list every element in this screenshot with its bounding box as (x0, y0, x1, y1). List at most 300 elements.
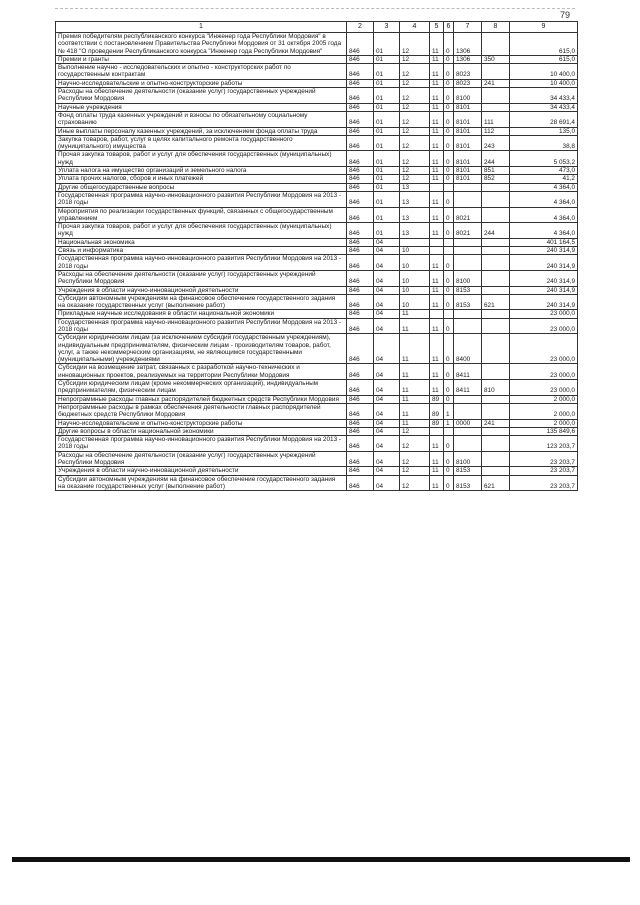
table-row (56, 175, 578, 183)
row-code-c5: 11 (430, 318, 444, 334)
row-code-c5: 11 (430, 223, 444, 239)
row-code-c2: 846 (347, 79, 374, 87)
row-amount: 123 203,7 (510, 436, 578, 452)
row-code-c3: 04 (374, 238, 400, 246)
row-amount: 240 314,9 (510, 270, 578, 286)
table-row (56, 127, 578, 135)
row-code-c6: 0 (444, 436, 454, 452)
row-amount: 4 364,0 (510, 207, 578, 223)
row-code-c8: 243 (482, 135, 510, 151)
table-row (56, 403, 578, 419)
row-code-c8 (482, 255, 510, 271)
row-code-c7: 8101 (454, 175, 482, 183)
row-code-c3: 01 (374, 127, 400, 135)
row-code-c8: 621 (482, 294, 510, 310)
row-code-c7: 8400 (454, 334, 482, 364)
row-code-c3: 01 (374, 88, 400, 104)
row-code-c6: 0 (444, 55, 454, 63)
row-code-c6: 0 (444, 64, 454, 80)
row-description: Государственная программа научно-инновационного развития Республики Мордовия на 2013 - 2018 годы (56, 255, 347, 271)
row-amount: 615,0 (510, 33, 578, 56)
row-code-c6: 0 (444, 111, 454, 127)
row-code-c4: 11 (400, 403, 430, 419)
row-code-c2: 846 (347, 247, 374, 255)
row-code-c8: 244 (482, 151, 510, 167)
row-code-c7: 8101 (454, 111, 482, 127)
row-code-c8: 244 (482, 223, 510, 239)
row-amount: 23 000,0 (510, 380, 578, 396)
row-code-c4 (400, 238, 430, 246)
row-code-c7: 8021 (454, 207, 482, 223)
column-header: 1 (56, 22, 347, 33)
row-code-c6: 0 (444, 103, 454, 111)
row-code-c6: 0 (444, 475, 454, 491)
row-code-c2: 846 (347, 427, 374, 435)
row-code-c8 (482, 183, 510, 191)
row-code-c6: 0 (444, 151, 454, 167)
row-code-c5: 11 (430, 364, 444, 380)
row-code-c8 (482, 436, 510, 452)
row-code-c7: 8023 (454, 79, 482, 87)
table-row (56, 334, 578, 364)
row-code-c3: 04 (374, 419, 400, 427)
row-code-c3: 04 (374, 247, 400, 255)
table-header-row (56, 22, 578, 33)
row-code-c4: 12 (400, 427, 430, 435)
row-amount: 34 433,4 (510, 103, 578, 111)
table-row (56, 111, 578, 127)
row-code-c4: 10 (400, 247, 430, 255)
table-row (56, 467, 578, 475)
row-code-c6: 0 (444, 207, 454, 223)
row-code-c8 (482, 467, 510, 475)
row-amount: 4 364,0 (510, 191, 578, 207)
row-code-c5: 11 (430, 286, 444, 294)
row-amount: 23 000,0 (510, 334, 578, 364)
row-amount: 10 400,0 (510, 79, 578, 87)
row-description: Государственная программа научно-инновационного развития Республики Мордовия на 2013 - 2018 годы (56, 191, 347, 207)
row-code-c7 (454, 247, 482, 255)
row-code-c4: 13 (400, 223, 430, 239)
row-code-c8: 111 (482, 111, 510, 127)
row-code-c7 (454, 436, 482, 452)
column-header: 6 (444, 22, 454, 33)
row-code-c7: 0000 (454, 419, 482, 427)
row-code-c3: 04 (374, 255, 400, 271)
row-amount: 10 400,0 (510, 64, 578, 80)
table-row (56, 270, 578, 286)
row-code-c8 (482, 33, 510, 56)
row-code-c6: 0 (444, 395, 454, 403)
row-code-c2: 846 (347, 419, 374, 427)
row-code-c7 (454, 183, 482, 191)
row-code-c7: 8101 (454, 167, 482, 175)
row-code-c2: 846 (347, 380, 374, 396)
row-code-c2: 846 (347, 403, 374, 419)
row-code-c7: 8021 (454, 223, 482, 239)
row-description: Фонд оплаты труда казенных учреждений и взносы по обязательному социальному страхованию (56, 111, 347, 127)
row-code-c8 (482, 270, 510, 286)
table-body (56, 33, 578, 491)
row-code-c2: 846 (347, 436, 374, 452)
row-amount: 240 314,9 (510, 286, 578, 294)
row-code-c4: 12 (400, 436, 430, 452)
table-row (56, 436, 578, 452)
page-number: 79 (560, 10, 571, 20)
row-code-c6 (444, 247, 454, 255)
row-code-c6: 1 (444, 419, 454, 427)
row-description: Прочая закупка товаров, работ и услуг для обеспечения государственных (муниципальных) нужд (56, 223, 347, 239)
row-code-c8 (482, 403, 510, 419)
row-amount: 240 314,9 (510, 247, 578, 255)
row-description: Субсидии автономным учреждениям на финансовое обеспечение государственного задания на оказание государственных услуг (выполнение работ) (56, 475, 347, 491)
row-amount: 23 000,0 (510, 364, 578, 380)
row-code-c3: 04 (374, 395, 400, 403)
row-code-c3: 01 (374, 79, 400, 87)
row-code-c5: 11 (430, 151, 444, 167)
row-code-c6: 0 (444, 286, 454, 294)
row-code-c6: 0 (444, 88, 454, 104)
row-code-c5: 11 (430, 135, 444, 151)
row-code-c3: 01 (374, 167, 400, 175)
row-amount: 23 000,0 (510, 318, 578, 334)
row-code-c7: 8101 (454, 103, 482, 111)
row-code-c6: 0 (444, 255, 454, 271)
row-code-c6: 0 (444, 127, 454, 135)
row-description: Субсидии юридическим лицам (кроме некоммерческих организаций), индивидуальным предпринимателям, физическим лицам (56, 380, 347, 396)
row-code-c8 (482, 364, 510, 380)
row-code-c4: 11 (400, 364, 430, 380)
row-code-c2: 846 (347, 127, 374, 135)
row-code-c3: 01 (374, 135, 400, 151)
row-description: Прикладные научные исследования в области национальной экономики (56, 310, 347, 318)
row-code-c5: 89 (430, 403, 444, 419)
row-code-c6: 0 (444, 223, 454, 239)
row-code-c7 (454, 310, 482, 318)
row-amount: 240 314,9 (510, 294, 578, 310)
row-description: Расходы на обеспечение деятельности (оказание услуг) государственных учреждений Республики Мордовия (56, 451, 347, 467)
row-code-c6: 0 (444, 334, 454, 364)
row-code-c3: 01 (374, 103, 400, 111)
table-row (56, 247, 578, 255)
row-code-c3: 04 (374, 403, 400, 419)
row-code-c3: 01 (374, 151, 400, 167)
row-code-c2: 846 (347, 191, 374, 207)
row-code-c5: 11 (430, 175, 444, 183)
row-code-c5: 11 (430, 475, 444, 491)
row-code-c3: 01 (374, 33, 400, 56)
row-code-c3: 01 (374, 183, 400, 191)
row-code-c4: 13 (400, 207, 430, 223)
row-code-c7: 8101 (454, 135, 482, 151)
row-code-c2: 846 (347, 55, 374, 63)
row-description: Субсидии автономным учреждениям на финансовое обеспечение государственного задания на оказание государственных услуг (выполнение работ) (56, 294, 347, 310)
row-code-c4: 12 (400, 55, 430, 63)
row-amount: 401 164,5 (510, 238, 578, 246)
table-row (56, 364, 578, 380)
row-code-c3: 01 (374, 111, 400, 127)
row-code-c5 (430, 310, 444, 318)
row-code-c5: 11 (430, 79, 444, 87)
row-description: Непрограммные расходы в рамках обеспечения деятельности главных распорядителей бюджетных средств Республики Мордовия (56, 403, 347, 419)
row-code-c4: 12 (400, 151, 430, 167)
row-code-c7: 8153 (454, 286, 482, 294)
row-code-c2: 846 (347, 255, 374, 271)
column-header: 5 (430, 22, 444, 33)
row-code-c8 (482, 310, 510, 318)
row-code-c5: 11 (430, 380, 444, 396)
table-row (56, 207, 578, 223)
row-code-c6: 0 (444, 467, 454, 475)
table-row (56, 380, 578, 396)
row-description: Государственная программа научно-инновационного развития Республики Мордовия на 2013 - 2018 годы (56, 318, 347, 334)
row-code-c3: 04 (374, 451, 400, 467)
table-row (56, 55, 578, 63)
table-row (56, 191, 578, 207)
row-code-c7: 8023 (454, 64, 482, 80)
row-code-c7: 8153 (454, 475, 482, 491)
row-code-c3: 04 (374, 380, 400, 396)
row-code-c2: 846 (347, 334, 374, 364)
row-amount: 38,8 (510, 135, 578, 151)
table-row (56, 294, 578, 310)
row-description: Национальная экономика (56, 238, 347, 246)
table-row (56, 183, 578, 191)
row-code-c3: 04 (374, 364, 400, 380)
row-code-c7: 8101 (454, 151, 482, 167)
table-row (56, 103, 578, 111)
row-code-c2: 846 (347, 475, 374, 491)
row-amount: 135,0 (510, 127, 578, 135)
row-amount: 615,0 (510, 55, 578, 63)
row-description: Научные учреждения (56, 103, 347, 111)
row-code-c4: 11 (400, 318, 430, 334)
row-code-c4: 12 (400, 167, 430, 175)
row-code-c8: 852 (482, 175, 510, 183)
row-code-c4: 11 (400, 419, 430, 427)
row-code-c2: 846 (347, 207, 374, 223)
row-code-c6: 0 (444, 451, 454, 467)
row-code-c6 (444, 183, 454, 191)
row-description: Другие общегосударственные вопросы (56, 183, 347, 191)
table-row (56, 318, 578, 334)
table-row (56, 286, 578, 294)
row-code-c8 (482, 318, 510, 334)
row-code-c7: 8100 (454, 451, 482, 467)
row-code-c4: 12 (400, 475, 430, 491)
row-amount: 23 000,0 (510, 310, 578, 318)
row-code-c3: 01 (374, 191, 400, 207)
table-row (56, 79, 578, 87)
row-code-c4: 12 (400, 33, 430, 56)
row-description: Государственная программа научно-инновационного развития Республики Мордовия на 2013 - 2018 годы (56, 436, 347, 452)
table-row (56, 88, 578, 104)
row-code-c6: 0 (444, 318, 454, 334)
top-scan-rule (55, 8, 575, 9)
row-code-c2: 846 (347, 183, 374, 191)
row-code-c8 (482, 451, 510, 467)
row-code-c4: 10 (400, 270, 430, 286)
row-code-c5: 11 (430, 270, 444, 286)
row-code-c7: 8411 (454, 364, 482, 380)
row-code-c4: 13 (400, 191, 430, 207)
row-description: Непрограммные расходы главных распорядителей бюджетных средств Республики Мордовия (56, 395, 347, 403)
table-row (56, 135, 578, 151)
row-code-c8 (482, 191, 510, 207)
table-row (56, 167, 578, 175)
row-code-c6: 0 (444, 79, 454, 87)
row-amount: 41,2 (510, 175, 578, 183)
row-description: Расходы на обеспечение деятельности (оказание услуг) государственных учреждений Республики Мордовия (56, 270, 347, 286)
row-code-c2: 846 (347, 395, 374, 403)
row-description: Учреждения в области научно-инновационной деятельности (56, 467, 347, 475)
row-code-c5: 11 (430, 436, 444, 452)
row-amount: 28 691,4 (510, 111, 578, 127)
row-code-c3: 04 (374, 286, 400, 294)
row-code-c2: 846 (347, 318, 374, 334)
row-amount: 135 849,6 (510, 427, 578, 435)
table-row (56, 223, 578, 239)
row-code-c3: 04 (374, 467, 400, 475)
row-amount: 240 314,9 (510, 255, 578, 271)
row-code-c7 (454, 427, 482, 435)
row-code-c7 (454, 395, 482, 403)
row-amount: 34 433,4 (510, 88, 578, 104)
row-description: Иные выплаты персоналу казенных учреждений, за исключением фонда оплаты труда (56, 127, 347, 135)
row-amount: 5 053,2 (510, 151, 578, 167)
row-code-c5: 11 (430, 467, 444, 475)
row-amount: 23 203,7 (510, 467, 578, 475)
row-code-c8: 241 (482, 79, 510, 87)
row-code-c8: 621 (482, 475, 510, 491)
row-code-c7: 1306 (454, 33, 482, 56)
row-code-c6 (444, 310, 454, 318)
row-code-c3: 01 (374, 175, 400, 183)
row-code-c3: 04 (374, 318, 400, 334)
table-row (56, 310, 578, 318)
row-code-c7: 1306 (454, 55, 482, 63)
row-code-c7: 8100 (454, 270, 482, 286)
column-header: 8 (482, 22, 510, 33)
row-code-c5: 11 (430, 127, 444, 135)
row-code-c2: 846 (347, 64, 374, 80)
row-code-c7 (454, 255, 482, 271)
row-description: Премии и гранты (56, 55, 347, 63)
row-code-c8: 350 (482, 55, 510, 63)
row-code-c5: 11 (430, 64, 444, 80)
row-code-c5 (430, 183, 444, 191)
row-code-c4: 11 (400, 380, 430, 396)
row-code-c7: 8101 (454, 127, 482, 135)
row-code-c4: 11 (400, 395, 430, 403)
row-code-c6: 0 (444, 33, 454, 56)
row-description: Премия победителям республиканского конкурса "Инженер года Республики Мордовия" в соответствии с постановлением Правительства Республики Мордовия от 31 октября 2005 года № 418 "О проведении Республиканского конкурса "Инженер года Республики Мордовия" (56, 33, 347, 56)
row-code-c8 (482, 395, 510, 403)
row-code-c7 (454, 318, 482, 334)
row-code-c6: 0 (444, 380, 454, 396)
row-description: Субсидии юридическим лицам (за исключением субсидий государственным учреждениям), индивидуальным предпринимателям, физическим лицам - производителям товаров, работ, услуг, а также некоммерческим организациям, не являющимся государственными (муниципальными) учреждениями (56, 334, 347, 364)
row-description: Связь и информатика (56, 247, 347, 255)
row-code-c5: 11 (430, 294, 444, 310)
row-code-c5: 11 (430, 451, 444, 467)
row-code-c4: 12 (400, 111, 430, 127)
row-code-c5 (430, 247, 444, 255)
row-code-c7 (454, 191, 482, 207)
row-amount: 2 000,0 (510, 403, 578, 419)
row-code-c8: 810 (482, 380, 510, 396)
row-code-c8 (482, 103, 510, 111)
row-code-c5: 11 (430, 103, 444, 111)
row-code-c8: 851 (482, 167, 510, 175)
row-code-c2: 846 (347, 33, 374, 56)
row-code-c6: 0 (444, 167, 454, 175)
row-code-c8 (482, 88, 510, 104)
row-code-c6: 0 (444, 294, 454, 310)
row-code-c2: 846 (347, 451, 374, 467)
row-code-c8: 241 (482, 419, 510, 427)
row-code-c8 (482, 247, 510, 255)
row-code-c4: 11 (400, 334, 430, 364)
row-code-c5 (430, 238, 444, 246)
row-description: Субсидии на возмещение затрат, связанных с разработкой научно-технических и инновационных проектов, реализуемых на территории Республики Мордовия (56, 364, 347, 380)
bottom-scan-bar (12, 857, 630, 862)
table-row (56, 255, 578, 271)
row-code-c4: 12 (400, 88, 430, 104)
row-code-c5: 11 (430, 55, 444, 63)
row-code-c6: 0 (444, 135, 454, 151)
row-code-c7: 8153 (454, 294, 482, 310)
table-row (56, 238, 578, 246)
row-code-c8: 112 (482, 127, 510, 135)
column-header: 3 (374, 22, 400, 33)
row-amount: 2 000,0 (510, 395, 578, 403)
row-description: Другие вопросы в области национальной экономики (56, 427, 347, 435)
table-row (56, 151, 578, 167)
row-code-c7 (454, 403, 482, 419)
row-code-c2: 846 (347, 111, 374, 127)
column-header: 2 (347, 22, 374, 33)
row-code-c3: 04 (374, 427, 400, 435)
row-code-c3: 01 (374, 64, 400, 80)
row-code-c6: 0 (444, 270, 454, 286)
column-header: 7 (454, 22, 482, 33)
row-code-c4: 12 (400, 451, 430, 467)
row-code-c7: 8100 (454, 88, 482, 104)
row-amount: 4 364,0 (510, 183, 578, 191)
row-code-c4: 12 (400, 135, 430, 151)
row-code-c2: 846 (347, 223, 374, 239)
table-row (56, 395, 578, 403)
row-amount: 2 000,0 (510, 419, 578, 427)
row-code-c8 (482, 334, 510, 364)
table-row (56, 475, 578, 491)
row-code-c2: 846 (347, 167, 374, 175)
column-header: 9 (510, 22, 578, 33)
row-description: Научно-исследовательские и опытно-конструкторские работы (56, 79, 347, 87)
row-code-c7: 8153 (454, 467, 482, 475)
row-code-c4: 13 (400, 183, 430, 191)
row-description: Уплата прочих налогов, сборов и иных платежей (56, 175, 347, 183)
row-code-c2: 846 (347, 175, 374, 183)
row-code-c2: 846 (347, 294, 374, 310)
row-description: Выполнение научно - исследовательских и опытно - конструкторских работ по государственным контрактам (56, 64, 347, 80)
row-code-c4: 10 (400, 294, 430, 310)
row-amount: 473,0 (510, 167, 578, 175)
row-code-c2: 846 (347, 270, 374, 286)
row-code-c4: 11 (400, 310, 430, 318)
row-code-c5: 11 (430, 191, 444, 207)
row-code-c5: 11 (430, 111, 444, 127)
